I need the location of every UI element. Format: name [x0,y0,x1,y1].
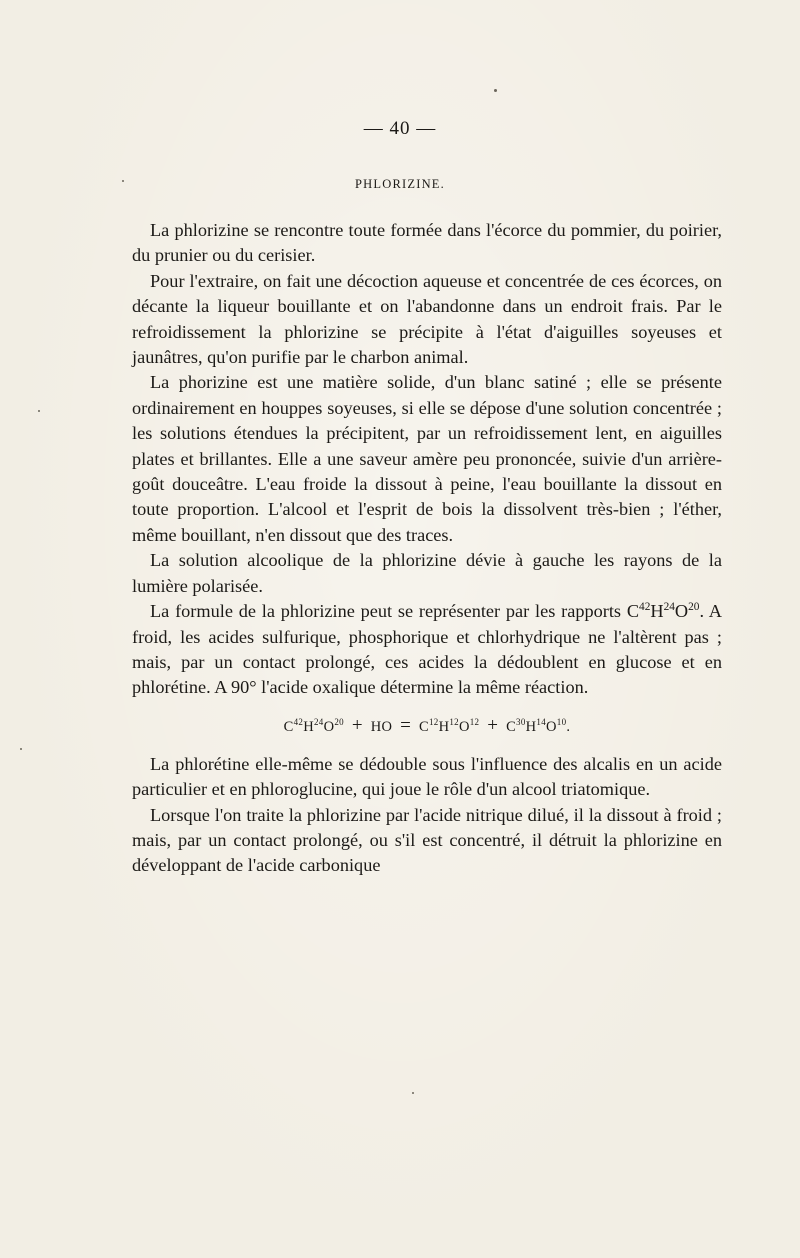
text-run: . A froid, les acides sulfurique, phosphorique et chlorhydrique ne l'altèrent pas ; mais, par un contact prolongé, ces acides la dédoublent en glucose et en phlorétine. A 90° l'acide oxalique détermine la même réaction. [132,601,722,698]
element-symbol: H [650,601,664,622]
subscript-number: 12 [449,716,459,727]
element-symbol: H [303,718,315,735]
paragraph: La phorizine est une matière solide, d'un blanc satiné ; elle se présente ordinairement en houppes soyeuses, si elle se dépose d'une solution concentrée ; les solutions étendues la précipitent, par un refroidissement lent, en aiguilles plates et brillantes. Elle a une saveur amère peu prononcée, suivie d'un arrière-goût douceâtre. L'eau froide la dissout à peine, l'eau bouillante la dissout en toute proportion. L'alcool et l'esprit de bois la dissolvent très-bien ; l'éther, même bouillant, n'en dissout que des traces. [132,372,722,545]
formula-term [419,716,480,735]
page-number: — 40 — [363,118,437,139]
subscript-number: 10 [556,716,567,727]
subscript-number: 30 [516,716,526,727]
element-symbol: H [525,718,537,735]
body-text [132,218,722,879]
paragraph [132,599,722,701]
ink-speck [494,89,497,92]
subscript-number: 42 [293,716,304,727]
element-symbol: O [458,718,470,735]
equals-sign: = [400,714,412,736]
element-symbol: O [546,718,557,735]
subscript-number: 42 [639,601,651,613]
subscript-number: 14 [536,716,547,727]
section-title: PHLORIZINE. [355,177,445,191]
paragraph: Lorsque l'on traite la phlorizine par l'acide nitrique dilué, il la dissout à froid ; mais, par un contact prolongé, ou s'il est concentré, il détruit la phlorizine en développant de l'acide carbonique [132,804,722,876]
subscript-number: 20 [334,716,344,727]
formula-term [506,716,567,735]
element-symbol: O [674,601,689,622]
subscript-number: 12 [428,716,439,727]
element-symbol: C [626,601,640,622]
formula-term [283,716,344,735]
element-symbol: O [323,718,335,735]
element-symbol: C [283,718,294,735]
chemical-equation [132,715,722,738]
paragraph: La phlorizine se rencontre toute formée dans l'écorce du pommier, du poirier, du prunier ou du cerisier. [132,220,722,266]
element-symbol: C [506,718,517,735]
ink-speck [38,410,40,412]
paragraph: Pour l'extraire, on fait une décoction aqueuse et concentrée de ces écorces, on décante la liqueur bouillante et on l'abandonne dans un endroit frais. Par le refroidissement la phlorizine se précipite à l'état d'aiguilles soyeuses et jaunâtres, qu'on purifie par le charbon animal. [132,270,722,368]
ink-speck [412,1092,414,1094]
element-symbol: C [419,718,429,735]
chemical-formula [627,601,700,621]
plus-sign: + [351,714,363,736]
paragraph: La solution alcoolique de la phlorizine dévie à gauche les rayons de la lumière polarisée. [132,550,722,596]
subscript-number: 12 [469,716,480,727]
ink-speck [20,748,22,750]
plus-sign: + [487,714,499,736]
element-symbol: H [438,718,450,735]
subscript-number: 24 [663,601,675,613]
period: . [566,718,571,735]
formula-term: HO [370,718,393,735]
subscript-number: 20 [688,601,700,613]
paragraph: La phlorétine elle-même se dédouble sous l'influence des alcalis en un acide particulier et en phloroglucine, qui joue le rôle d'un alcool triatomique. [132,753,722,800]
text-run: La formule de la phlorizine peut se représenter par les rapports [150,601,627,622]
subscript-number: 24 [314,716,324,727]
